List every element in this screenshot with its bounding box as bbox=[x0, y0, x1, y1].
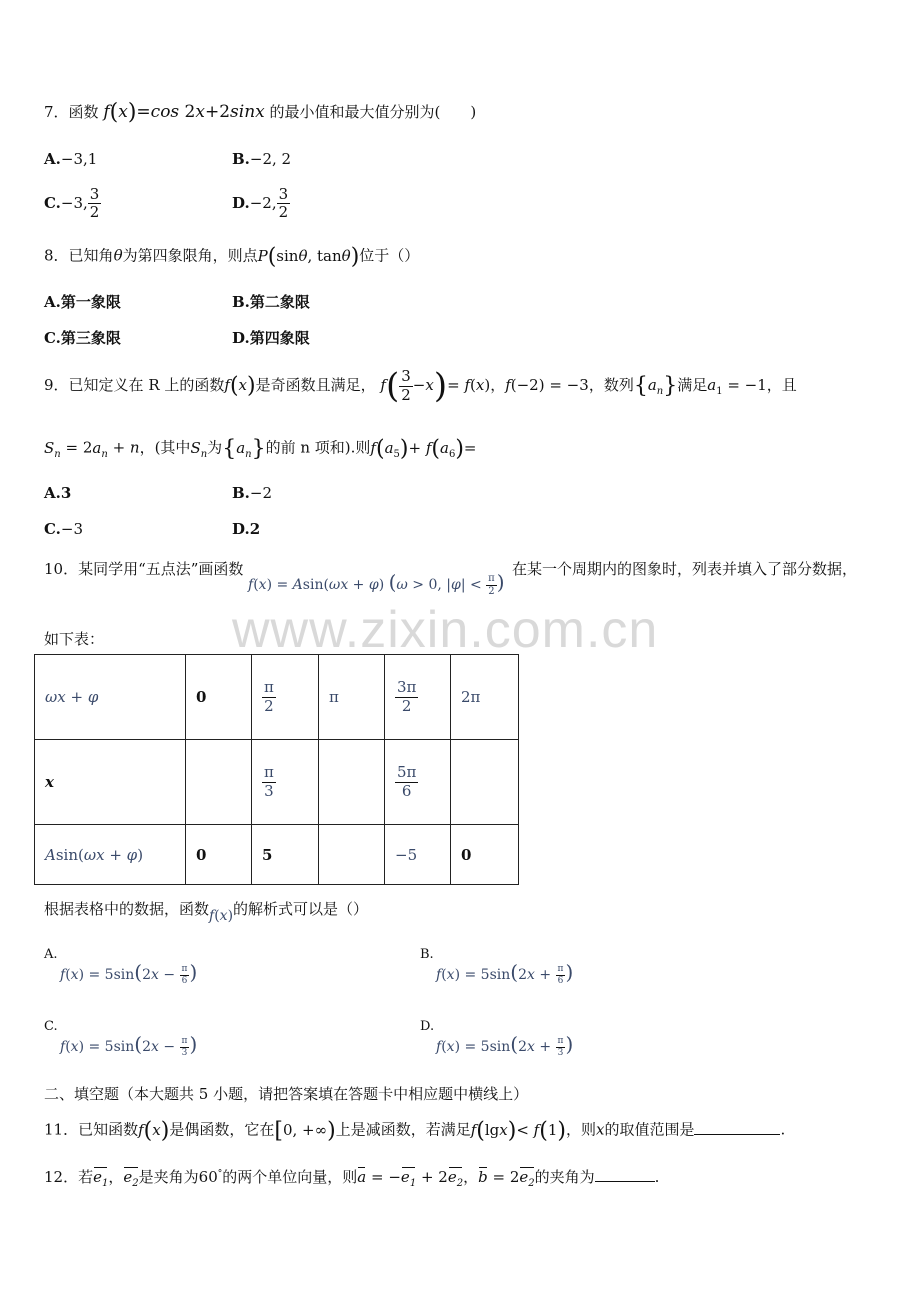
question-number: 7． bbox=[44, 103, 69, 121]
question-text: 的解析式可以是（） bbox=[233, 900, 369, 918]
option-text: −3,1 bbox=[60, 150, 98, 168]
formula: $S_n = 2a_n + n$ bbox=[44, 438, 140, 460]
formula: f(−2) = −3 bbox=[505, 376, 589, 394]
option-label: D. bbox=[232, 193, 250, 212]
formula: f(x) bbox=[224, 373, 256, 399]
table-cell bbox=[451, 740, 519, 825]
question-9: 9．已知定义在 R 上的函数f(x)是奇函数且满足， f( $\frac{3}{2}$ −x)= f(x)，f(−2) = −3，数列$\{a_n\}$满足$a_1 = -1$，且 bbox=[44, 366, 797, 406]
formula: f(x)=cos 2x+2sinx bbox=[103, 100, 265, 125]
option-a[interactable] bbox=[44, 947, 58, 962]
table-cell: $\frac{5\pi}{6}$ bbox=[385, 740, 451, 825]
option-label: B. bbox=[232, 484, 250, 502]
question-7 bbox=[44, 100, 476, 125]
table-cell: 2π bbox=[451, 655, 519, 740]
formula: $e_1$ bbox=[93, 1168, 109, 1189]
table-cell: 0 bbox=[451, 825, 519, 885]
formula: $a_1 = -1$ bbox=[707, 376, 767, 397]
question-text: 某同学用“五点法”画函数 bbox=[78, 560, 244, 578]
question-number: 8． bbox=[44, 246, 69, 265]
question-text: 是奇函数且满足， bbox=[255, 376, 376, 394]
formula: x bbox=[595, 1120, 605, 1139]
option-label: A. bbox=[44, 150, 61, 168]
question-8 bbox=[44, 244, 419, 269]
table-cell: $\frac{\pi}{3}$ bbox=[252, 740, 319, 825]
option-c[interactable] bbox=[44, 1019, 58, 1034]
question-12 bbox=[44, 1166, 659, 1189]
question-text: 如下表： bbox=[44, 630, 105, 648]
question-text: ，(其中 bbox=[139, 438, 191, 457]
table-cell: 0 bbox=[186, 655, 252, 740]
data-table bbox=[34, 654, 519, 885]
formula: f(x) = 5sin(2x − $\frac{\pi}{6}$ ) bbox=[60, 960, 198, 986]
question-text: ，则 bbox=[565, 1120, 596, 1139]
formula: θ bbox=[113, 246, 123, 265]
question-text: 已知定义在 R 上的函数 bbox=[68, 376, 225, 394]
formula: f(x) bbox=[209, 908, 234, 924]
formula: 60° bbox=[198, 1168, 223, 1186]
option-c[interactable]: C.第三象限 bbox=[44, 329, 121, 347]
question-number: 9． bbox=[44, 376, 69, 394]
formula: $\{a_n\}$ bbox=[222, 436, 266, 461]
formula: f(x) = Asin(ωx + φ) (ω > 0, |φ| < $\frac{\pi}{2}$ ) bbox=[248, 570, 505, 597]
option-text: −3 bbox=[60, 520, 84, 538]
formula: f( $\frac{3}{2}$ −x)= f(x) bbox=[380, 366, 491, 406]
option-label: C. bbox=[44, 1019, 58, 1034]
formula: f(x) = 5sin(2x + $\frac{\pi}{3}$ ) bbox=[436, 1032, 574, 1058]
option-a[interactable] bbox=[44, 150, 97, 168]
option-d[interactable] bbox=[232, 186, 290, 222]
question-10 bbox=[44, 558, 243, 579]
option-a[interactable]: A.3 bbox=[44, 484, 72, 502]
formula: $a = -e_1 + 2e_2$ bbox=[357, 1168, 464, 1189]
question-text: 已知角 bbox=[68, 246, 114, 265]
option-c[interactable] bbox=[44, 186, 101, 222]
question-text: 的前 n 项和).则 bbox=[265, 438, 371, 457]
formula: $\{a_n\}$ bbox=[633, 373, 678, 399]
question-text: ， bbox=[108, 1168, 124, 1186]
option-label: C. bbox=[44, 193, 61, 212]
table-row bbox=[35, 740, 519, 825]
question-text: 的最小值和最大值分别为( ) bbox=[269, 103, 477, 121]
question-text: 根据表格中的数据，函数 bbox=[44, 900, 210, 918]
question-text: 若 bbox=[78, 1168, 94, 1186]
question-text: ，且 bbox=[766, 376, 797, 394]
option-text: −2, bbox=[249, 193, 277, 212]
question-text: 的夹角为 bbox=[534, 1168, 595, 1186]
question-text: . bbox=[780, 1120, 786, 1139]
formula: f(x) = 5sin(2x + $\frac{\pi}{6}$ ) bbox=[436, 960, 574, 986]
option-label: B. bbox=[420, 947, 434, 962]
option-b[interactable] bbox=[232, 484, 272, 502]
fraction: $\frac{3}{2}$ bbox=[89, 185, 100, 222]
option-label: A. bbox=[44, 947, 58, 962]
option-b[interactable]: B.第二象限 bbox=[232, 293, 310, 311]
question-text: 的两个单位向量，则 bbox=[222, 1168, 358, 1186]
formula: [0, +∞) bbox=[274, 1118, 336, 1143]
option-b[interactable] bbox=[420, 947, 434, 962]
option-label: C. bbox=[44, 520, 61, 538]
formula: P(sinθ, tanθ) bbox=[257, 244, 360, 269]
option-a[interactable]: A.第一象限 bbox=[44, 293, 121, 311]
table-row bbox=[35, 655, 519, 740]
fraction: $\frac{3}{2}$ bbox=[278, 185, 289, 222]
option-text: −2, 2 bbox=[249, 150, 292, 168]
question-text: 为 bbox=[207, 438, 223, 457]
question-text: 上是减函数，若满足 bbox=[335, 1120, 471, 1139]
question-text: 的取值范围是 bbox=[604, 1120, 695, 1139]
table-cell: $\frac{3\pi}{2}$ bbox=[385, 655, 451, 740]
question-text: 是偶函数，它在 bbox=[169, 1120, 275, 1139]
section-heading: 二、填空题（本大题共 5 小题，请把答案填在答题卡中相应题中横线上） bbox=[44, 1085, 529, 1103]
table-cell: ωx + φ bbox=[35, 655, 186, 740]
option-text: −3, bbox=[60, 193, 88, 212]
watermark: www.zixin.com.cn bbox=[232, 601, 659, 659]
table-cell: x bbox=[35, 740, 186, 825]
answer-blank[interactable] bbox=[595, 1167, 655, 1182]
formula: f(x) = 5sin(2x − $\frac{\pi}{3}$ ) bbox=[60, 1032, 198, 1058]
formula: $f(a_5)+ f(a_6)=$ bbox=[370, 436, 477, 461]
option-b[interactable] bbox=[232, 150, 291, 168]
question-text bbox=[44, 898, 369, 924]
option-c[interactable] bbox=[44, 520, 83, 538]
question-text: 为第四象限角，则点 bbox=[122, 246, 258, 265]
formula: f(lgx)< f(1) bbox=[470, 1118, 566, 1143]
question-text: ， bbox=[463, 1168, 479, 1186]
table-cell bbox=[186, 740, 252, 825]
question-text: 是夹角为 bbox=[138, 1168, 199, 1186]
question-text: . bbox=[654, 1168, 660, 1186]
question-text: 在某一个周期内的图象时，列表并填入了部分数据， bbox=[512, 560, 858, 578]
answer-blank[interactable] bbox=[694, 1120, 780, 1135]
question-text: 函数 bbox=[68, 103, 99, 121]
option-label: D. bbox=[420, 1019, 435, 1034]
table-cell: 5 bbox=[252, 825, 319, 885]
option-d[interactable] bbox=[420, 1019, 434, 1034]
formula: $b = 2e_2$ bbox=[478, 1168, 535, 1189]
option-text: −2 bbox=[249, 484, 273, 502]
formula: f(x) bbox=[138, 1118, 170, 1143]
option-d[interactable]: D.第四象限 bbox=[232, 329, 310, 347]
table-cell bbox=[319, 825, 385, 885]
question-text: 满足 bbox=[677, 376, 708, 394]
table-cell: π bbox=[319, 655, 385, 740]
table-cell: $\frac{\pi}{2}$ bbox=[252, 655, 319, 740]
question-number: 12． bbox=[44, 1168, 79, 1186]
table-cell: 0 bbox=[186, 825, 252, 885]
table-cell: −5 bbox=[385, 825, 451, 885]
option-d[interactable]: D.2 bbox=[232, 520, 261, 538]
table-cell: Asin(ωx + φ) bbox=[35, 825, 186, 885]
question-number: 10． bbox=[44, 560, 79, 578]
question-text: 已知函数 bbox=[78, 1120, 139, 1139]
question-text: 位于（） bbox=[359, 246, 420, 265]
option-label: B. bbox=[232, 150, 250, 168]
formula: $S_n$ bbox=[190, 438, 208, 460]
formula: $e_2$ bbox=[123, 1168, 139, 1189]
question-9-line2 bbox=[44, 436, 477, 461]
table-cell bbox=[319, 740, 385, 825]
question-11 bbox=[44, 1118, 785, 1143]
question-number: 11． bbox=[44, 1120, 79, 1139]
question-text: ，数列 bbox=[588, 376, 634, 394]
table-row bbox=[35, 825, 519, 885]
